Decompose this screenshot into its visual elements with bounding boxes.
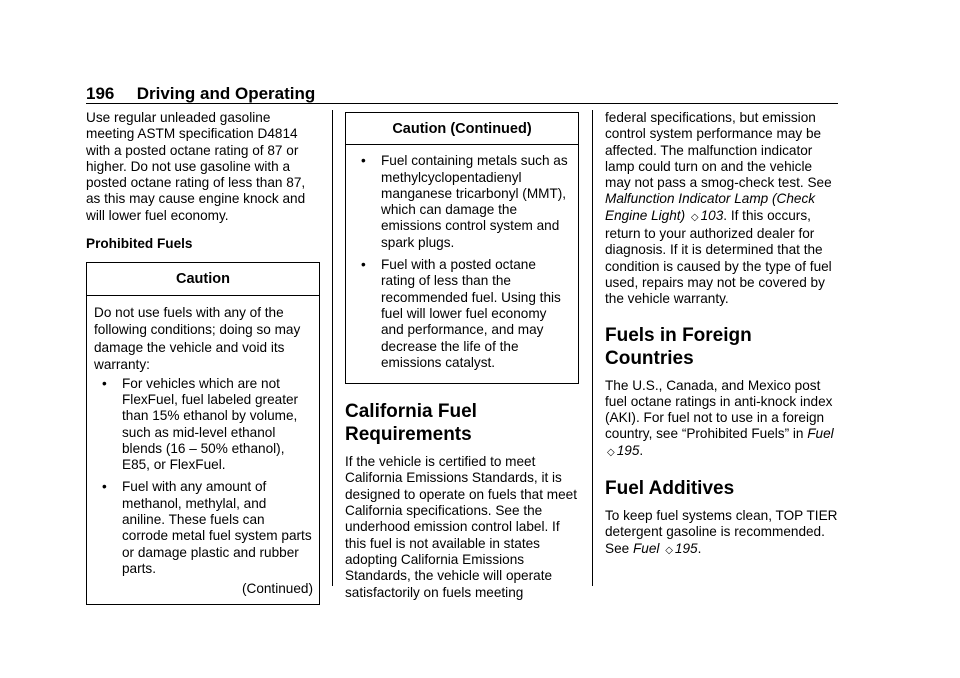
bullet-icon: •	[361, 153, 366, 169]
body-paragraph: If the vehicle is certified to meet California Emissions Standards, it is designed to operate on fuels that meet California specifications. See the underhood emission control label. If this fuel is not available in states adopting California Emissions Standards, the vehicle will operate satisfactorily on fuels meeting	[345, 454, 578, 600]
section-title-california: California Fuel Requirements	[345, 401, 477, 446]
list-item-text: For vehicles which are not FlexFuel, fuel labeled greater than 15% ethanol by volume, such as mid-level ethanol blends (16 – 50% ethanol), E85, or FlexFuel.	[122, 375, 299, 473]
body-paragraph	[605, 508, 839, 559]
text-run: federal specifications, but emission control system performance may be affected. The malfunction indicator lamp could turn on and the vehicle may not pass a smog-check test. See	[605, 110, 832, 191]
caution-body	[87, 296, 319, 604]
section-title-additives: Fuel Additives	[605, 478, 735, 500]
body-paragraph	[605, 110, 839, 308]
column-3	[605, 110, 839, 559]
body-paragraph	[605, 378, 839, 461]
page-reference[interactable]: 103	[700, 207, 724, 223]
list-item-text: Fuel with a posted octane rating of less than the recommended fuel. Using this fuel will lower fuel economy and performance, and may decrease the life of the emissions catalyst.	[381, 257, 561, 370]
caution-intro: Do not use fuels with any of the following conditions; doing so may damage the vehicle and void its warranty:	[94, 304, 301, 373]
reference-icon: ◇	[690, 211, 699, 223]
bullet-icon: •	[102, 375, 107, 391]
reference-icon: ◇	[607, 446, 615, 458]
chapter-title: Driving and Operating	[136, 84, 316, 103]
list-item	[353, 153, 572, 251]
caution-list	[94, 376, 313, 578]
fuel-reference-link[interactable]: Fuel	[807, 426, 834, 442]
reference-icon: ◇	[665, 544, 673, 556]
list-item	[94, 479, 313, 577]
list-item	[94, 376, 313, 474]
caution-list	[353, 153, 572, 371]
column-2	[345, 110, 579, 601]
text-run: To keep fuel systems clean, TOP TIER detergent gasoline is recommended. See	[605, 508, 838, 556]
header-rule	[86, 103, 838, 104]
page-header	[86, 84, 838, 104]
text-run: . If this occurs, return to your authorized dealer for diagnosis. If it is determined that the condition is caused by the type of fuel used, repairs may not be covered by the vehicle warranty.	[605, 207, 832, 307]
caution-title: Caution (Continued)	[346, 113, 578, 145]
page-number: 196	[86, 84, 115, 103]
column-1	[86, 110, 320, 605]
intro-paragraph: Use regular unleaded gasoline meeting ASTM specification D4814 with a posted octane rating of 87 or higher. Do not use gasoline with a posted octane rating of less than 87, as this may cause engine knock and will lower fuel economy.	[86, 110, 306, 223]
caution-box-continued	[345, 112, 579, 384]
caution-body	[346, 145, 578, 383]
caution-box	[86, 262, 320, 604]
text-run: .	[697, 540, 702, 556]
subheading-prohibited-fuels: Prohibited Fuels	[86, 236, 193, 252]
continued-label: (Continued)	[241, 581, 313, 597]
list-item	[353, 257, 572, 371]
bullet-icon: •	[102, 479, 107, 495]
fuel-reference-link[interactable]: Fuel	[632, 540, 660, 556]
list-item-text: Fuel containing metals such as methylcyclopentadienyl manganese tricarbonyl (MMT), which can damage the emissions control system and spark plugs.	[381, 153, 568, 250]
list-item-text: Fuel with any amount of methanol, methylal, and aniline. These fuels can corrode metal fuel system parts or damage plastic and rubber parts.	[122, 479, 312, 576]
column-divider	[332, 110, 333, 586]
bullet-icon: •	[361, 257, 366, 273]
caution-title: Caution	[87, 263, 319, 295]
mil-reference-link[interactable]: Malfunction Indicator Lamp (Check Engine Light)	[605, 191, 816, 223]
text-run: .	[639, 442, 644, 458]
section-title-foreign: Fuels in Foreign Countries	[605, 324, 752, 369]
text-run: The U.S., Canada, and Mexico post fuel octane ratings in anti-knock index (AKI). For fuel not to use in a foreign country, see “Prohibited Fuels” in	[605, 377, 833, 442]
page-reference[interactable]: 195	[616, 442, 640, 458]
column-divider	[592, 110, 593, 586]
page-reference[interactable]: 195	[674, 540, 698, 556]
